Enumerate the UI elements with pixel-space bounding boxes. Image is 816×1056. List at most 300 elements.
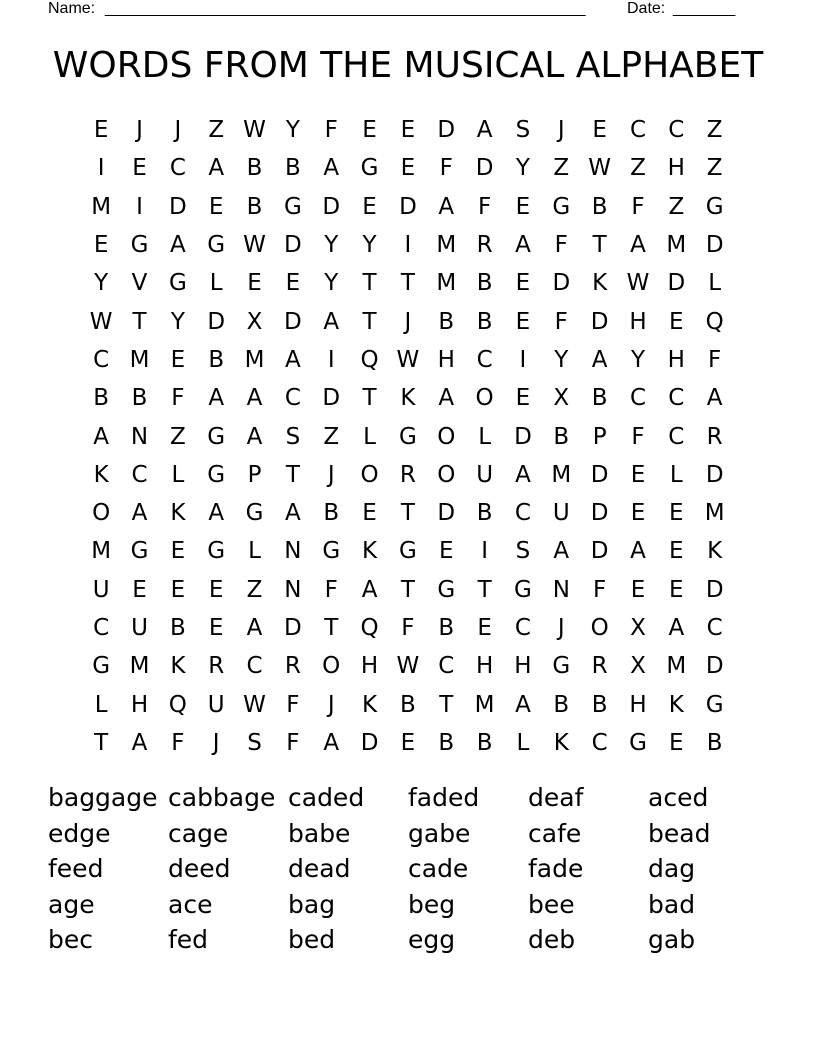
grid-letter: Z bbox=[668, 193, 685, 220]
grid-letter: A bbox=[438, 193, 455, 220]
grid-letter: E bbox=[438, 538, 454, 565]
grid-letter: C bbox=[514, 615, 531, 641]
header bbox=[48, 0, 748, 20]
grid-letter: R bbox=[476, 232, 493, 259]
grid-letter: A bbox=[476, 117, 493, 144]
grid-letter: A bbox=[630, 538, 646, 565]
date-field: _______ bbox=[673, 0, 736, 17]
grid-letter: A bbox=[438, 385, 455, 412]
grid-letter: T bbox=[400, 576, 415, 603]
word-list-item: egg bbox=[408, 925, 456, 955]
grid-letter: L bbox=[94, 691, 108, 718]
grid-letter: A bbox=[630, 232, 646, 259]
grid-letter: N bbox=[552, 576, 570, 603]
grid-letter: E bbox=[515, 308, 531, 335]
grid-letter: F bbox=[439, 155, 453, 182]
grid-letter: D bbox=[705, 232, 724, 259]
grid-letter: G bbox=[629, 729, 647, 756]
grid-letter: G bbox=[360, 155, 379, 182]
grid-letter: I bbox=[136, 193, 143, 220]
grid-letter: A bbox=[131, 729, 148, 756]
word-list-item: bee bbox=[528, 889, 575, 919]
word-list-item: cabbage bbox=[168, 783, 276, 813]
grid-letter: F bbox=[554, 308, 568, 335]
grid-letter: E bbox=[362, 500, 377, 527]
grid-letter: X bbox=[553, 385, 570, 412]
grid-letter: U bbox=[131, 615, 148, 641]
grid-letter: H bbox=[667, 346, 685, 373]
word-list-item: bag bbox=[288, 889, 336, 919]
grid-letter: G bbox=[207, 461, 226, 488]
grid-letter: J bbox=[557, 117, 565, 144]
grid-letter: G bbox=[92, 653, 111, 680]
grid-letter: W bbox=[89, 308, 113, 335]
grid-letter: F bbox=[324, 576, 338, 603]
grid-row bbox=[82, 571, 734, 609]
grid-letter: P bbox=[592, 423, 607, 450]
grid-letter: G bbox=[207, 538, 226, 565]
grid-letter: J bbox=[136, 117, 143, 144]
grid-letter: T bbox=[362, 270, 377, 297]
grid-letter: Z bbox=[706, 155, 723, 182]
grid-letter: E bbox=[93, 117, 109, 144]
grid-letter: F bbox=[401, 615, 415, 641]
grid-letter: K bbox=[170, 500, 186, 527]
grid-letter: B bbox=[553, 691, 570, 718]
word-row bbox=[48, 922, 768, 958]
word-list-item: deed bbox=[168, 854, 231, 884]
grid-letter: Z bbox=[553, 155, 570, 182]
grid-row bbox=[82, 647, 734, 685]
grid-letter: T bbox=[362, 308, 377, 335]
grid-letter: K bbox=[592, 270, 608, 297]
grid-letter: Y bbox=[94, 270, 109, 297]
grid-letter: B bbox=[476, 270, 493, 297]
grid-letter: Y bbox=[630, 346, 646, 373]
grid-letter: D bbox=[667, 270, 686, 297]
grid-letter: G bbox=[130, 232, 149, 259]
grid-letter: B bbox=[285, 155, 301, 182]
grid-letter: B bbox=[323, 500, 340, 527]
grid-letter: Y bbox=[324, 270, 339, 297]
grid-letter: C bbox=[93, 346, 110, 373]
grid-letter: A bbox=[668, 615, 685, 641]
grid-letter: A bbox=[169, 232, 186, 259]
grid-letter: B bbox=[591, 691, 608, 718]
grid-letter: D bbox=[705, 653, 724, 680]
grid-letter: G bbox=[207, 423, 226, 450]
grid-letter: T bbox=[477, 576, 492, 603]
grid-letter: Y bbox=[170, 308, 185, 335]
grid-letter: E bbox=[208, 576, 224, 603]
grid-letter: C bbox=[93, 615, 110, 641]
grid-letter: C bbox=[284, 385, 301, 412]
grid-letter: E bbox=[669, 500, 684, 527]
grid-letter: F bbox=[171, 729, 185, 756]
grid-letter: T bbox=[439, 691, 454, 718]
grid-letter: D bbox=[322, 193, 341, 220]
grid-letter: R bbox=[706, 423, 723, 450]
grid-letter: R bbox=[284, 653, 301, 680]
grid-letter: F bbox=[554, 232, 568, 259]
grid-letter: C bbox=[169, 155, 186, 182]
word-list bbox=[48, 780, 768, 958]
grid-letter: W bbox=[243, 232, 266, 259]
grid-letter: D bbox=[590, 308, 609, 335]
grid-letter: J bbox=[404, 308, 412, 335]
grid-letter: F bbox=[286, 729, 300, 756]
grid-letter: G bbox=[705, 193, 724, 220]
grid-letter: Z bbox=[169, 423, 186, 450]
grid-letter: E bbox=[93, 232, 109, 259]
word-list-item: gab bbox=[648, 925, 696, 955]
grid-letter: M bbox=[436, 270, 457, 297]
grid-letter: T bbox=[400, 500, 415, 527]
grid-letter: C bbox=[629, 117, 647, 144]
grid-letter: Y bbox=[362, 232, 377, 259]
grid-letter: A bbox=[93, 423, 110, 450]
grid-letter: F bbox=[631, 423, 645, 450]
grid-letter: H bbox=[629, 691, 647, 718]
grid-letter: U bbox=[92, 576, 110, 603]
grid-letter: M bbox=[91, 193, 112, 220]
grid-letter: X bbox=[246, 308, 263, 335]
grid-letter: B bbox=[591, 385, 608, 412]
word-list-item: dead bbox=[288, 854, 351, 884]
grid-letter: J bbox=[212, 729, 220, 756]
grid-letter: W bbox=[626, 270, 650, 297]
grid-letter: Q bbox=[360, 615, 379, 641]
grid-letter: C bbox=[706, 615, 723, 641]
grid-letter: L bbox=[478, 423, 492, 450]
grid-letter: G bbox=[168, 270, 187, 297]
grid-letter: A bbox=[515, 691, 531, 718]
grid-letter: C bbox=[246, 653, 263, 680]
grid-letter: H bbox=[667, 155, 685, 182]
grid-letter: R bbox=[591, 653, 608, 680]
grid-letter: G bbox=[514, 576, 532, 603]
grid-letter: F bbox=[631, 193, 645, 220]
grid-letter: T bbox=[400, 270, 415, 297]
grid-letter: A bbox=[246, 615, 263, 641]
grid-row bbox=[82, 111, 734, 149]
grid-letter: A bbox=[246, 423, 263, 450]
grid-letter: M bbox=[666, 232, 687, 259]
grid-letter: T bbox=[94, 729, 109, 756]
grid-letter: Q bbox=[360, 346, 379, 373]
grid-letter: R bbox=[399, 461, 416, 488]
letter-grid bbox=[82, 111, 734, 762]
grid-letter: E bbox=[630, 500, 646, 527]
grid-letter: J bbox=[557, 615, 565, 641]
grid-letter: C bbox=[668, 385, 685, 412]
grid-letter: H bbox=[130, 691, 149, 718]
grid-letter: G bbox=[245, 500, 264, 527]
grid-letter: I bbox=[404, 232, 412, 259]
grid-letter: W bbox=[396, 653, 420, 680]
grid-letter: E bbox=[400, 729, 416, 756]
grid-letter: Z bbox=[323, 423, 340, 450]
grid-letter: D bbox=[590, 461, 609, 488]
grid-letter: Y bbox=[515, 155, 530, 182]
grid-letter: E bbox=[170, 576, 186, 603]
grid-row bbox=[82, 724, 734, 762]
grid-letter: Z bbox=[706, 117, 723, 144]
grid-letter: G bbox=[705, 691, 724, 718]
grid-letter: D bbox=[705, 461, 724, 488]
grid-letter: A bbox=[323, 729, 340, 756]
word-list-item: deaf bbox=[528, 783, 584, 813]
grid-letter: H bbox=[629, 308, 647, 335]
word-list-item: cade bbox=[408, 854, 469, 884]
grid-letter: A bbox=[208, 385, 225, 412]
grid-letter: M bbox=[551, 461, 572, 488]
word-list-item: cage bbox=[168, 818, 229, 848]
grid-letter: J bbox=[327, 461, 335, 488]
word-row bbox=[48, 780, 768, 816]
grid-letter: X bbox=[630, 615, 646, 641]
grid-letter: M bbox=[704, 500, 725, 527]
grid-letter: Q bbox=[168, 691, 187, 718]
grid-letter: B bbox=[476, 729, 493, 756]
grid-letter: C bbox=[131, 461, 148, 488]
grid-letter: O bbox=[437, 461, 456, 488]
word-list-item: feed bbox=[48, 854, 104, 884]
grid-letter: I bbox=[97, 155, 105, 182]
grid-letter: E bbox=[170, 346, 186, 373]
grid-letter: G bbox=[207, 232, 226, 259]
grid-letter: F bbox=[593, 576, 607, 603]
word-list-item: gabe bbox=[408, 818, 471, 848]
grid-letter: Y bbox=[285, 117, 300, 144]
grid-row bbox=[82, 609, 734, 647]
grid-letter: E bbox=[515, 270, 531, 297]
grid-letter: E bbox=[132, 155, 147, 182]
grid-letter: H bbox=[514, 653, 532, 680]
grid-letter: D bbox=[399, 193, 417, 220]
grid-letter: D bbox=[437, 500, 456, 527]
grid-letter: Z bbox=[208, 117, 225, 144]
grid-letter: A bbox=[553, 538, 570, 565]
grid-letter: M bbox=[436, 232, 457, 259]
grid-letter: B bbox=[553, 423, 570, 450]
grid-letter: D bbox=[590, 500, 609, 527]
grid-row bbox=[82, 149, 734, 187]
grid-letter: M bbox=[91, 538, 112, 565]
name-field: ______________________________________________________ bbox=[105, 0, 586, 17]
grid-letter: O bbox=[360, 461, 379, 488]
grid-letter: A bbox=[285, 346, 301, 373]
grid-letter: L bbox=[708, 270, 722, 297]
grid-letter: W bbox=[588, 155, 612, 182]
grid-row bbox=[82, 417, 734, 455]
grid-letter: E bbox=[515, 385, 531, 412]
word-list-item: ace bbox=[168, 889, 213, 919]
grid-letter: B bbox=[706, 729, 723, 756]
grid-letter: B bbox=[131, 385, 148, 412]
grid-letter: A bbox=[706, 385, 723, 412]
grid-letter: E bbox=[515, 193, 531, 220]
grid-letter: B bbox=[438, 615, 455, 641]
grid-letter: E bbox=[400, 155, 416, 182]
grid-letter: G bbox=[437, 576, 456, 603]
grid-letter: Y bbox=[324, 232, 339, 259]
grid-letter: A bbox=[131, 500, 148, 527]
grid-letter: D bbox=[284, 308, 302, 335]
grid-letter: K bbox=[93, 461, 109, 488]
grid-letter: S bbox=[515, 117, 531, 144]
grid-letter: Z bbox=[630, 155, 646, 182]
grid-row bbox=[82, 379, 734, 417]
grid-letter: I bbox=[519, 346, 527, 373]
grid-letter: F bbox=[708, 346, 722, 373]
grid-letter: K bbox=[362, 538, 378, 565]
grid-letter: U bbox=[207, 691, 225, 718]
name-label: Name: bbox=[48, 0, 96, 17]
grid-letter: Z bbox=[246, 576, 263, 603]
grid-letter: F bbox=[324, 117, 338, 144]
grid-letter: K bbox=[553, 729, 569, 756]
grid-letter: E bbox=[285, 270, 301, 297]
grid-letter: F bbox=[286, 691, 300, 718]
grid-letter: A bbox=[285, 500, 301, 527]
grid-letter: A bbox=[246, 385, 263, 412]
grid-letter: T bbox=[592, 232, 607, 259]
grid-letter: D bbox=[552, 270, 571, 297]
word-list-item: dag bbox=[648, 854, 696, 884]
grid-letter: B bbox=[438, 308, 455, 335]
grid-letter: C bbox=[514, 500, 531, 527]
grid-letter: S bbox=[515, 538, 531, 565]
grid-letter: B bbox=[476, 500, 493, 527]
grid-letter: G bbox=[552, 193, 571, 220]
grid-letter: C bbox=[438, 653, 455, 680]
grid-letter: E bbox=[247, 270, 262, 297]
grid-letter: R bbox=[208, 653, 225, 680]
grid-letter: A bbox=[591, 346, 608, 373]
grid-letter: O bbox=[437, 423, 456, 450]
grid-letter: K bbox=[668, 691, 684, 718]
grid-letter: T bbox=[285, 461, 300, 488]
grid-letter: N bbox=[284, 538, 302, 565]
grid-letter: J bbox=[327, 691, 335, 718]
grid-letter: B bbox=[169, 615, 186, 641]
grid-letter: B bbox=[246, 155, 263, 182]
grid-letter: T bbox=[362, 385, 377, 412]
grid-letter: T bbox=[324, 615, 339, 641]
grid-letter: L bbox=[516, 729, 530, 756]
grid-row bbox=[82, 226, 734, 264]
grid-letter: Y bbox=[554, 346, 569, 373]
date-label: Date: bbox=[627, 0, 666, 17]
word-list-item: deb bbox=[528, 925, 576, 955]
grid-letter: A bbox=[515, 461, 531, 488]
grid-letter: E bbox=[669, 538, 684, 565]
grid-letter: D bbox=[705, 576, 724, 603]
word-list-item: fade bbox=[528, 854, 584, 884]
grid-letter: I bbox=[481, 538, 488, 565]
grid-letter: L bbox=[248, 538, 261, 565]
grid-letter: M bbox=[129, 346, 150, 373]
grid-letter: A bbox=[515, 232, 531, 259]
grid-letter: E bbox=[669, 729, 684, 756]
grid-row bbox=[82, 302, 734, 340]
grid-letter: F bbox=[171, 385, 185, 412]
grid-letter: B bbox=[208, 346, 225, 373]
grid-letter: N bbox=[130, 423, 149, 450]
grid-letter: D bbox=[207, 308, 226, 335]
grid-letter: B bbox=[400, 691, 416, 718]
grid-letter: E bbox=[630, 461, 646, 488]
grid-letter: E bbox=[477, 615, 492, 641]
grid-letter: E bbox=[208, 193, 224, 220]
grid-letter: O bbox=[590, 615, 609, 641]
grid-letter: M bbox=[474, 691, 495, 718]
grid-row bbox=[82, 341, 734, 379]
word-list-item: caded bbox=[288, 783, 365, 813]
grid-letter: W bbox=[396, 346, 420, 373]
grid-letter: A bbox=[208, 500, 225, 527]
grid-letter: M bbox=[666, 653, 687, 680]
grid-letter: S bbox=[285, 423, 301, 450]
grid-letter: H bbox=[437, 346, 455, 373]
grid-letter: L bbox=[669, 461, 683, 488]
page-title: WORDS FROM THE MUSICAL ALPHABET bbox=[52, 45, 764, 86]
grid-letter: U bbox=[476, 461, 494, 488]
grid-letter: L bbox=[171, 461, 185, 488]
grid-letter: C bbox=[629, 385, 647, 412]
grid-letter: M bbox=[244, 346, 265, 373]
grid-letter: W bbox=[243, 691, 266, 718]
grid-letter: C bbox=[668, 423, 685, 450]
word-list-item: cafe bbox=[528, 818, 582, 848]
grid-letter: G bbox=[322, 538, 341, 565]
grid-letter: A bbox=[208, 155, 225, 182]
grid-letter: D bbox=[360, 729, 379, 756]
word-list-item: babe bbox=[288, 818, 351, 848]
grid-letter: C bbox=[591, 729, 608, 756]
grid-letter: S bbox=[247, 729, 262, 756]
grid-letter: D bbox=[437, 117, 456, 144]
grid-letter: K bbox=[362, 691, 378, 718]
word-list-item: faded bbox=[408, 783, 480, 813]
grid-letter: B bbox=[246, 193, 263, 220]
grid-letter: E bbox=[669, 308, 684, 335]
grid-letter: B bbox=[591, 193, 608, 220]
grid-letter: U bbox=[552, 500, 570, 527]
grid-letter: B bbox=[438, 729, 455, 756]
grid-letter: O bbox=[92, 500, 111, 527]
word-list-item: beg bbox=[408, 889, 456, 919]
grid-letter: D bbox=[169, 193, 187, 220]
word-row bbox=[48, 851, 768, 887]
grid-letter: O bbox=[322, 653, 341, 680]
grid-letter: L bbox=[363, 423, 376, 450]
grid-letter: N bbox=[284, 576, 302, 603]
grid-letter: K bbox=[707, 538, 723, 565]
grid-row bbox=[82, 685, 734, 723]
grid-letter: B bbox=[476, 308, 493, 335]
grid-letter: G bbox=[130, 538, 149, 565]
grid-letter: W bbox=[243, 117, 266, 144]
grid-letter: A bbox=[361, 576, 378, 603]
grid-letter: E bbox=[208, 615, 224, 641]
grid-row bbox=[82, 532, 734, 570]
grid-letter: C bbox=[476, 346, 493, 373]
grid-letter: D bbox=[284, 615, 302, 641]
grid-letter: G bbox=[552, 653, 571, 680]
word-list-item: fed bbox=[168, 925, 209, 955]
